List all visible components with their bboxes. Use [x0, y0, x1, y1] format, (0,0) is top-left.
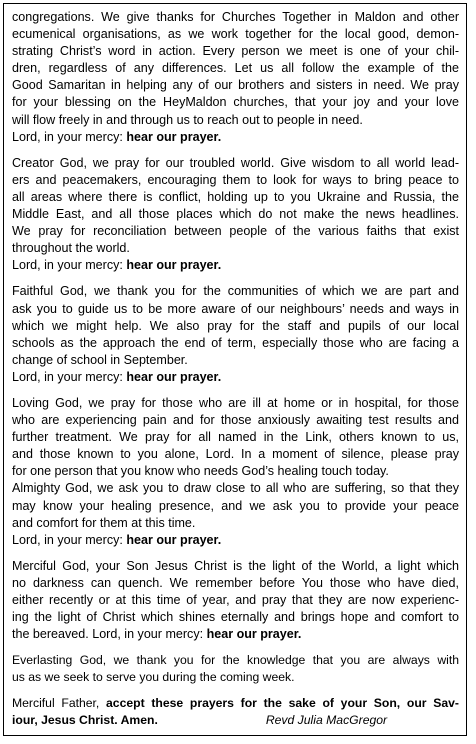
response-prefix: Lord, in your mercy:: [12, 532, 127, 547]
text-line: which we might help. We also pray for the staff and pupils of our local: [12, 318, 459, 333]
response-bold: hear our prayer.: [126, 369, 222, 384]
text-line: ask you to guide us to be more aware of our neighbours’ needs and ways in: [12, 301, 459, 316]
signature: Revd Julia MacGregor: [265, 712, 388, 727]
text-line: for one person that you know who needs God’s healing touch today.: [12, 464, 389, 479]
text-line: We pray for reconciliation between people of the various faiths that exist: [12, 224, 459, 239]
closing-prefix: Merciful Father,: [12, 696, 107, 711]
text-line: will flow freely in and through us to reach out to people in need.: [12, 112, 363, 127]
text-line: change of school in September.: [12, 352, 188, 367]
text-line: Merciful God, your Son Jesus Christ is the light of the World, a light which: [12, 558, 459, 573]
text-line: throughout the world.: [12, 241, 130, 256]
text-line: who are experiencing pain and for those anxiously awaiting test results and: [12, 413, 459, 428]
text-line: Almighty God, we ask you to draw close to all who are suffering, so that they: [12, 481, 459, 496]
text-line: ing the light of Christ which shines eternally and brings hope and comfort to: [12, 610, 459, 625]
closing-paragraph: [12, 695, 459, 728]
response-bold: hear our prayer.: [206, 627, 302, 642]
text-line: us as we seek to serve you during the coming week.: [12, 669, 295, 684]
text-line: schools as the approach the end of term, especially those who are facing a: [12, 335, 459, 350]
text-line: ers and peacemakers, encouraging them to look for ways to bring peace to: [12, 172, 459, 187]
prayer-paragraph: [12, 283, 459, 386]
text-line: Middle East, and all those places which do not make the news headlines.: [12, 207, 459, 222]
response-prefix: Lord, in your mercy:: [12, 369, 127, 384]
text-line: Everlasting God, we thank you for the knowledge that you are always with: [12, 653, 459, 668]
text-line: and comfort for them at this time.: [12, 515, 196, 530]
text-line: ecumenical organisations, as we work together for the local good, demon-: [12, 27, 459, 42]
text-line: all areas where there is conflict, holding up to you Ukraine and Russia, the: [12, 189, 459, 204]
text-line: and those known to you alone, Lord. In a moment of silence, please pray: [12, 447, 459, 462]
text-line: further treatment. We pray for all named in the Link, others known to us,: [12, 430, 459, 445]
text-line: for your blessing on the HeyMaldon churches, that your joy and your love: [12, 95, 459, 110]
response-prefix: Lord, in your mercy:: [12, 258, 127, 273]
prayer-paragraph: [12, 652, 459, 685]
prayer-response: [12, 532, 459, 549]
prayer-response: [12, 626, 459, 643]
text-line: Creator God, we pray for our troubled world. Give wisdom to all world lead-: [12, 155, 459, 170]
closing-line: [12, 712, 459, 729]
prayer-paragraph: [12, 395, 459, 549]
text-line: either recently or at this time of year, and pray that they are now experienc-: [12, 593, 459, 607]
closing-line: [12, 695, 459, 712]
prayer-paragraph: [12, 155, 459, 275]
closing-bold: accept these prayers for the sake of your Son, our Sav-: [106, 696, 459, 711]
response-prefix: the bereaved. Lord, in your mercy:: [12, 627, 207, 642]
prayer-response: [12, 257, 459, 274]
response-prefix: Lord, in your mercy:: [12, 129, 127, 144]
prayer-paragraph: [12, 9, 459, 146]
prayer-paragraph: [12, 558, 459, 643]
response-bold: hear our prayer.: [126, 532, 222, 547]
text-line: may know your healing presence, and we ask you to provide your peace: [12, 498, 459, 513]
response-bold: hear our prayer.: [126, 258, 222, 273]
text-line: strating Christ’s word in action. Every person we meet is one of your chil-: [12, 44, 459, 59]
text-line: Good Samaritan in helping any of our brothers and sisters in need. We pray: [12, 78, 459, 93]
response-bold: hear our prayer.: [126, 129, 222, 144]
text-line: congregations. We give thanks for Churches Together in Maldon and other: [12, 10, 459, 24]
prayer-response: [12, 129, 459, 146]
text-line: dren, regardless of any differences. Let us all follow the example of the: [12, 61, 459, 76]
closing-bold: iour, Jesus Christ. Amen.: [12, 712, 158, 727]
prayer-page: [3, 3, 467, 736]
text-line: Faithful God, we thank you for the communities of which we are part and: [12, 284, 459, 299]
text-line: Loving God, we pray for those who are ill at home or in hospital, for those: [12, 395, 459, 410]
prayer-response: [12, 369, 459, 386]
text-line: no darkness can quench. We remember before You those who have died,: [12, 575, 459, 590]
